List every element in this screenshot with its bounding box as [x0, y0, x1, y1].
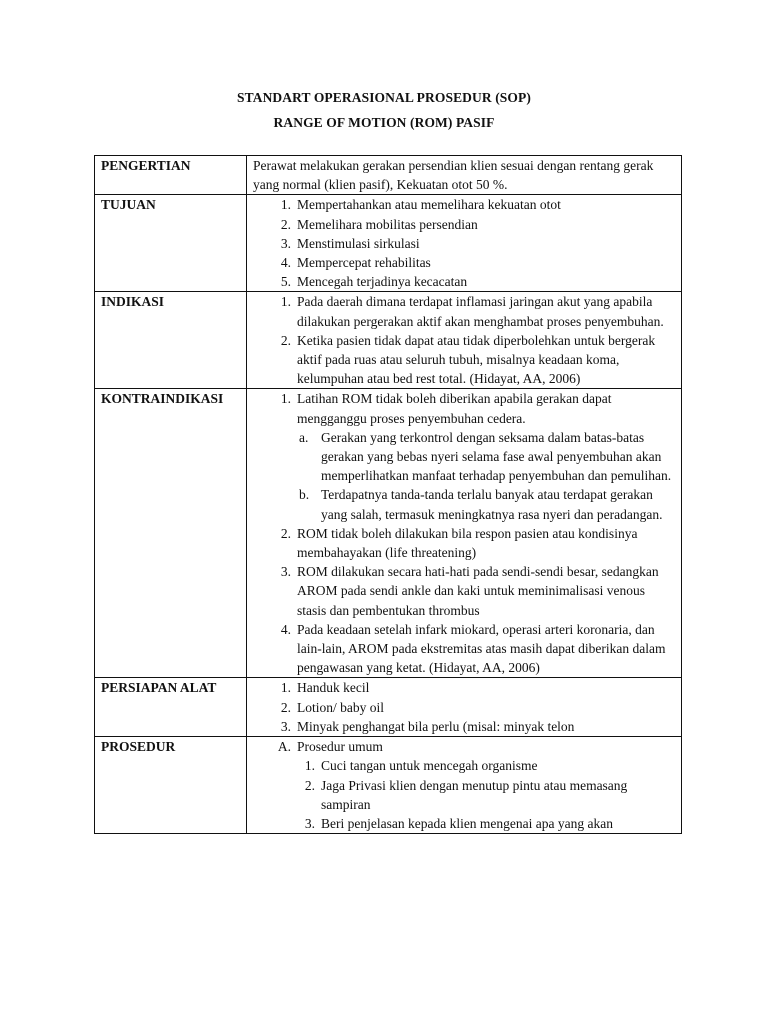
row-label-prosedur: PROSEDUR	[95, 737, 247, 834]
list-text: Handuk kecil	[297, 680, 370, 696]
sub-list-item	[299, 428, 677, 486]
list-item	[280, 331, 677, 389]
list-text: Cuci tangan untuk mencegah organisme	[321, 758, 538, 774]
table-row-prosedur	[95, 737, 682, 834]
list-letter: a.	[299, 429, 309, 445]
list-item	[280, 292, 677, 330]
sub-list-item	[299, 485, 677, 523]
list-number: 1.	[280, 391, 291, 407]
list-number: 2.	[280, 699, 291, 715]
table-row-kontraindikasi	[95, 389, 682, 678]
list-number: 4.	[280, 621, 291, 637]
list-number: 2.	[280, 525, 291, 541]
pengertian-text: Perawat melakukan gerakan persendian klien sesuai dengan rentang gerak yang normal (klien pasif), Kekuatan otot 50 %.	[253, 158, 654, 193]
list-item	[280, 234, 677, 253]
list-item	[280, 620, 677, 678]
sop-table	[94, 155, 682, 834]
list-text: ROM dilakukan secara hati-hati pada sendi-sendi besar, sedangkan AROM pada sendi ankle dan kaki untuk meminimalisasi venous stasis dan pembentukan thrombus	[297, 564, 659, 618]
list-text: Pada keadaan setelah infark miokard, operasi arteri koronaria, dan lain-lain, AROM pada ekstremitas atas masih dapat diberikan dalam pengawasan yang ketat. (Hidayat, AA, 2006)	[297, 621, 666, 676]
list-number: 3.	[280, 718, 291, 734]
kontraindikasi-list	[253, 389, 677, 677]
list-item	[280, 215, 677, 234]
list-number: 1.	[280, 197, 291, 213]
list-number: 4.	[280, 255, 291, 271]
tujuan-list	[253, 195, 677, 291]
kontraindikasi-sublist	[297, 428, 677, 524]
list-number: 1.	[280, 680, 291, 696]
list-number: 3.	[280, 235, 291, 251]
list-item	[280, 524, 677, 562]
table-row-indikasi	[95, 292, 682, 389]
list-letter: b.	[299, 487, 310, 503]
prosedur-section-list	[253, 737, 677, 833]
list-text: Beri penjelasan kepada klien mengenai apa yang akan	[321, 815, 613, 831]
list-item	[280, 678, 677, 697]
list-number: 3.	[304, 815, 315, 831]
list-number: 2.	[304, 777, 315, 793]
list-text: Jaga Privasi klien dengan menutup pintu atau memasang sampiran	[321, 777, 628, 812]
row-label-tujuan: TUJUAN	[95, 195, 247, 292]
list-text: Memelihara mobilitas persendian	[297, 216, 478, 232]
list-number: 3.	[280, 564, 291, 580]
section-title: Prosedur umum	[297, 739, 383, 755]
list-text: Mempercepat rehabilitas	[297, 255, 431, 271]
row-content-prosedur	[247, 737, 682, 834]
list-text: Pada daerah dimana terdapat inflamasi jaringan akut yang apabila dilakukan pergerakan aktif akan menghambat proses penyembuhan.	[297, 294, 664, 329]
list-text: Mempertahankan atau memelihara kekuatan otot	[297, 197, 561, 213]
row-content-tujuan	[247, 195, 682, 292]
row-content-persiapan-alat	[247, 678, 682, 737]
list-number: 2.	[280, 332, 291, 348]
table-row-tujuan	[95, 195, 682, 292]
list-item	[304, 756, 677, 775]
list-text: Lotion/ baby oil	[297, 699, 384, 715]
list-item	[280, 562, 677, 620]
row-label-indikasi: INDIKASI	[95, 292, 247, 389]
list-text: Ketika pasien tidak dapat atau tidak diperbolehkan untuk bergerak aktif pada ruas atau seluruh tubuh, misalnya keadaan koma, kelumpuhan atau bed rest total. (Hidayat, AA, 2006)	[297, 332, 656, 387]
list-number: 1.	[280, 294, 291, 310]
list-text: Minyak penghangat bila perlu (misal: minyak telon	[297, 718, 575, 734]
list-item	[280, 272, 677, 291]
list-number: 5.	[280, 274, 291, 290]
list-text: Gerakan yang terkontrol dengan seksama dalam batas-batas gerakan yang bebas nyeri selama fase awal penyembuhan akan memperlihatkan manfaat terhadap penyembuhan dan pemulihan.	[321, 429, 672, 484]
list-item	[280, 717, 677, 736]
list-number: 2.	[280, 216, 291, 232]
row-label-kontraindikasi: KONTRAINDIKASI	[95, 389, 247, 678]
list-text: Latihan ROM tidak boleh diberikan apabila gerakan dapat mengganggu proses penyembuhan cedera.	[297, 391, 612, 426]
list-item	[280, 389, 677, 523]
list-item	[280, 195, 677, 214]
indikasi-list	[253, 292, 677, 388]
list-number: 1.	[304, 758, 315, 774]
list-text: Menstimulasi sirkulasi	[297, 235, 420, 251]
table-row-persiapan-alat	[95, 678, 682, 737]
row-content-indikasi	[247, 292, 682, 389]
row-content-pengertian	[247, 156, 682, 195]
document-subtitle: RANGE OF MOTION (ROM) PASIF	[273, 115, 495, 130]
row-content-kontraindikasi	[247, 389, 682, 678]
list-text: ROM tidak boleh dilakukan bila respon pasien atau kondisinya membahayakan (life threatening)	[297, 525, 638, 561]
document-title: STANDART OPERASIONAL PROSEDUR (SOP)	[237, 90, 531, 105]
prosedur-step-list	[297, 756, 677, 833]
list-item	[304, 814, 677, 833]
list-item	[280, 253, 677, 272]
list-text: Terdapatnya tanda-tanda terlalu banyak atau terdapat gerakan yang salah, termasuk meningkatnya rasa nyeri dan peradangan.	[321, 487, 663, 522]
table-row-pengertian	[95, 156, 682, 195]
section-letter: A.	[277, 739, 291, 755]
section-item	[277, 737, 677, 833]
row-label-persiapan-alat: PERSIAPAN ALAT	[95, 678, 247, 737]
list-text: Mencegah terjadinya kecacatan	[297, 274, 468, 290]
row-label-pengertian: PENGERTIAN	[95, 156, 247, 195]
list-item	[304, 776, 677, 814]
list-item	[280, 698, 677, 717]
persiapan-alat-list	[253, 678, 677, 736]
